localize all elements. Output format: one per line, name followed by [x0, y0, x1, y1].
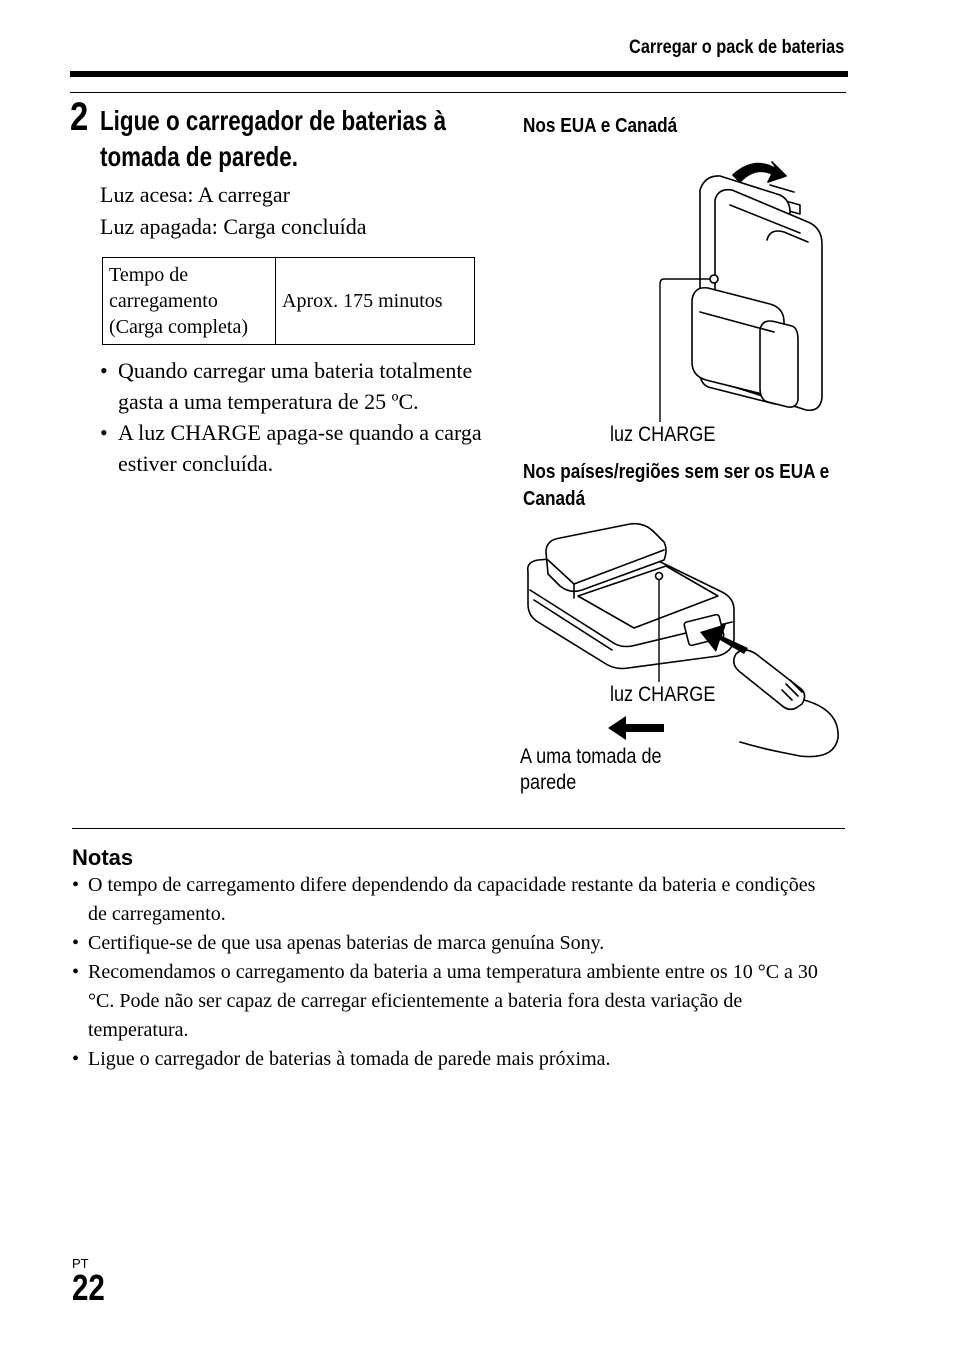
plug-in-arrow-icon [700, 624, 748, 654]
note-text: O tempo de carregamento difere dependendo da capacidade restante da bateria e condições de carregamento. [88, 874, 816, 925]
rotate-arrow-icon [733, 162, 786, 182]
list-item [72, 1045, 832, 1074]
language-code: PT [72, 1256, 89, 1271]
charging-time-table [102, 257, 475, 345]
light-off-text: Luz apagada: Carga concluída [100, 214, 367, 239]
page-number: 22 [72, 1267, 105, 1308]
notes-list [72, 871, 832, 1074]
bullet-dot: • [72, 961, 80, 983]
bullet-dot: • [100, 358, 108, 383]
step-number: 2 [70, 95, 89, 139]
table-row [103, 258, 475, 345]
note-text: Recomendamos o carregamento da bateria a uma temperatura ambiente entre os 10 °C a 30 °C. Pode não ser capaz de carregar eficientemente a bateria fora desta variação de temperatura. [88, 961, 818, 1041]
list-item [100, 417, 495, 479]
table-cell-label: Tempo de carregamento (Carga completa) [103, 258, 276, 345]
bullet-text: Quando carregar uma bateria totalmente gasta a uma temperatura de 25 ºC. [118, 358, 473, 414]
note-text: Certifique-se de que usa apenas baterias de marca genuína Sony. [88, 932, 605, 954]
bullet-dot: • [72, 874, 80, 896]
bullet-text: A luz CHARGE apaga-se quando a carga estiver concluída. [118, 420, 482, 476]
list-item [100, 355, 495, 417]
outlet-arrow-icon [608, 716, 664, 740]
charge-light-label: luz CHARGE [610, 423, 716, 446]
charge-light-label: luz CHARGE [610, 683, 716, 706]
figure-caption-us-canada: Nos EUA e Canadá [523, 115, 678, 137]
wall-outlet-label: A uma tomada de parede [520, 745, 662, 794]
step-title: Ligue o carregador de baterias à tomada de parede. [100, 105, 447, 172]
note-text: Ligue o carregador de baterias à tomada de parede mais próxima. [88, 1048, 611, 1070]
header-thick-rule [70, 71, 848, 77]
step-bullet-list [100, 355, 495, 479]
list-item [72, 958, 832, 1045]
notes-divider [72, 828, 845, 829]
list-item [72, 929, 832, 958]
table-cell-value: Aprox. 175 minutos [276, 258, 475, 345]
bullet-dot: • [100, 420, 108, 445]
running-header: Carregar o pack de baterias [628, 37, 844, 58]
light-on-text: Luz acesa: A carregar [100, 182, 290, 207]
bullet-dot: • [72, 932, 80, 954]
list-item [72, 871, 832, 929]
bullet-dot: • [72, 1048, 80, 1070]
header-thin-rule [70, 92, 846, 93]
notes-heading: Notas [72, 845, 134, 870]
figure-caption-other-regions: Nos países/regiões sem ser os EUA e Canadá [523, 461, 830, 510]
